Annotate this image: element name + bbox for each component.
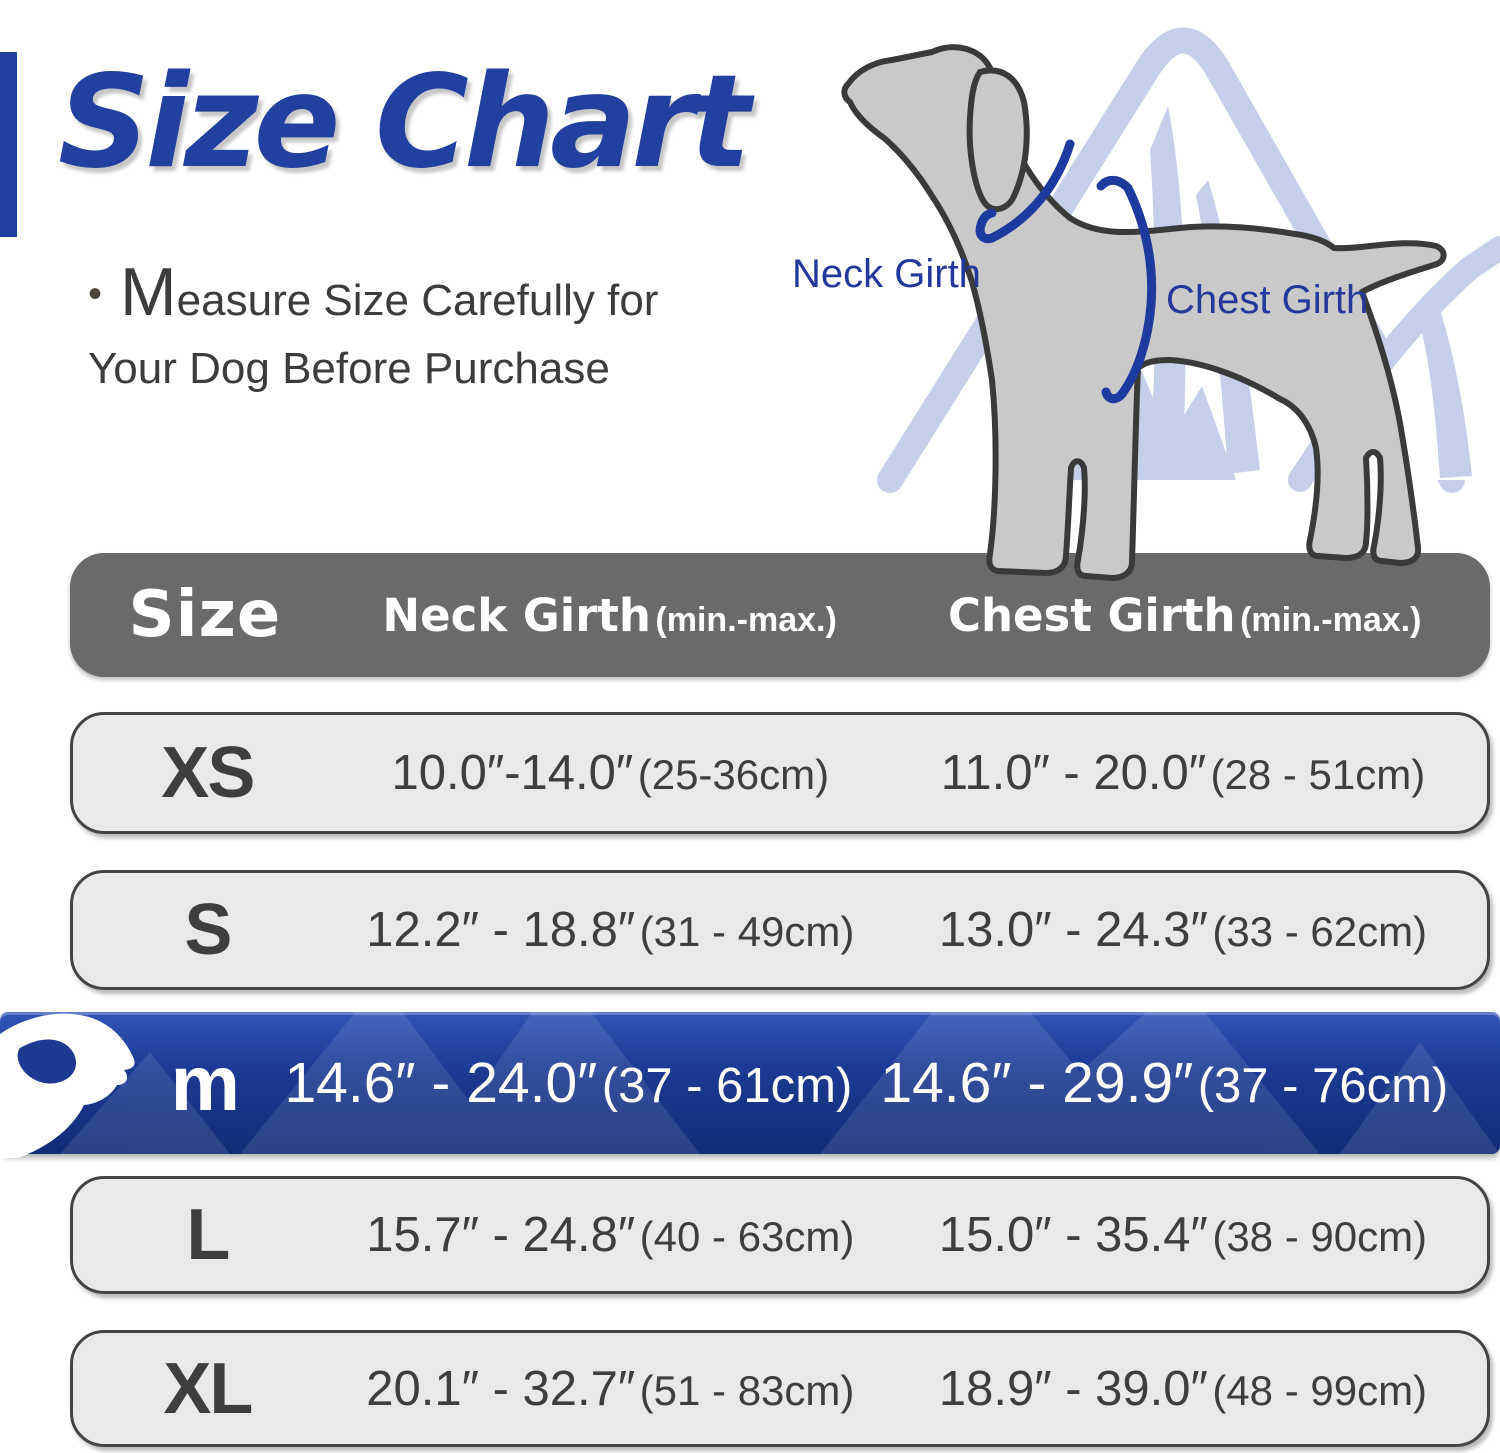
neck-girth-cell bbox=[281, 1050, 856, 1116]
chest-girth-cell bbox=[879, 745, 1487, 801]
size-label: XS bbox=[161, 733, 254, 813]
range-inches: 20.1″ - 32.7″ bbox=[366, 1361, 636, 1416]
chest-girth-label: Chest Girth bbox=[1166, 278, 1369, 322]
range-inches: 15.0″ - 35.4″ bbox=[938, 1208, 1208, 1262]
chest-girth-cell bbox=[879, 902, 1487, 958]
range-cm: (33 - 62cm) bbox=[1212, 908, 1428, 955]
range-cm: (48 - 99cm) bbox=[1212, 1366, 1428, 1414]
dog-measurement-diagram bbox=[740, 10, 1500, 620]
size-row-xs bbox=[70, 712, 1490, 834]
neck-girth-cell bbox=[342, 1207, 879, 1263]
neck-girth-cell bbox=[342, 1361, 879, 1417]
size-cell bbox=[73, 1348, 342, 1430]
range-cm: (37 - 61cm) bbox=[601, 1059, 853, 1113]
range-cm: (51 - 83cm) bbox=[639, 1366, 855, 1414]
chest-girth-cell bbox=[856, 1050, 1473, 1116]
neck-girth-label: Neck Girth bbox=[792, 252, 981, 296]
header-chest-girth: Chest Girth (min.-max.) bbox=[947, 588, 1422, 642]
neck-girth-cell bbox=[342, 745, 879, 801]
range-cm: (38 - 90cm) bbox=[1212, 1213, 1428, 1260]
dog-head-icon bbox=[0, 1008, 150, 1158]
range-inches: 13.0″ - 24.3″ bbox=[938, 903, 1208, 957]
range-cm: (25-36cm) bbox=[637, 751, 830, 798]
size-label: L bbox=[186, 1195, 229, 1275]
size-row-m bbox=[0, 1012, 1500, 1154]
range-inches: 14.6″ - 24.0″ bbox=[284, 1051, 598, 1115]
range-inches: 11.0″ - 20.0″ bbox=[940, 746, 1207, 800]
size-cell bbox=[130, 1038, 281, 1129]
range-cm: (40 - 63cm) bbox=[639, 1213, 855, 1260]
size-label: m bbox=[170, 1038, 241, 1127]
header-neck-girth: Neck Girth (min.-max.) bbox=[382, 588, 837, 642]
range-cm: (28 - 51cm) bbox=[1210, 751, 1426, 798]
size-row-s bbox=[70, 870, 1490, 990]
size-cell bbox=[73, 889, 342, 971]
size-label: XL bbox=[163, 1348, 252, 1429]
range-cm: (37 - 76cm) bbox=[1197, 1059, 1449, 1113]
range-inches: 18.9″ - 39.0″ bbox=[938, 1361, 1208, 1416]
chest-girth-cell bbox=[879, 1207, 1487, 1263]
chest-girth-cell bbox=[879, 1361, 1487, 1417]
size-cell bbox=[73, 732, 342, 814]
range-inches: 12.2″ - 18.8″ bbox=[366, 903, 636, 957]
size-row-l bbox=[70, 1176, 1490, 1294]
size-row-xl bbox=[70, 1330, 1490, 1447]
neck-girth-cell bbox=[342, 902, 879, 958]
header-chest-range: (min.-max.) bbox=[1240, 600, 1422, 639]
size-cell bbox=[73, 1194, 342, 1276]
bullet-icon: • bbox=[88, 272, 103, 316]
range-cm: (31 - 49cm) bbox=[639, 908, 855, 955]
header-neck-range: (min.-max.) bbox=[655, 600, 837, 639]
header-size: Size bbox=[128, 578, 282, 652]
dog-ear bbox=[970, 70, 1027, 209]
range-inches: 15.7″ - 24.8″ bbox=[366, 1208, 636, 1262]
range-inches: 10.0″-14.0″ bbox=[391, 746, 634, 800]
title-accent-bar bbox=[0, 52, 17, 237]
page-title: Size Chart bbox=[58, 48, 746, 197]
note-text: easure Size Carefully for Your Dog Before Purchase bbox=[88, 276, 659, 394]
note-lead-capital: M bbox=[120, 254, 177, 330]
range-inches: 14.6″ - 29.9″ bbox=[880, 1051, 1194, 1115]
measure-note bbox=[88, 254, 728, 403]
size-label: S bbox=[184, 890, 231, 970]
